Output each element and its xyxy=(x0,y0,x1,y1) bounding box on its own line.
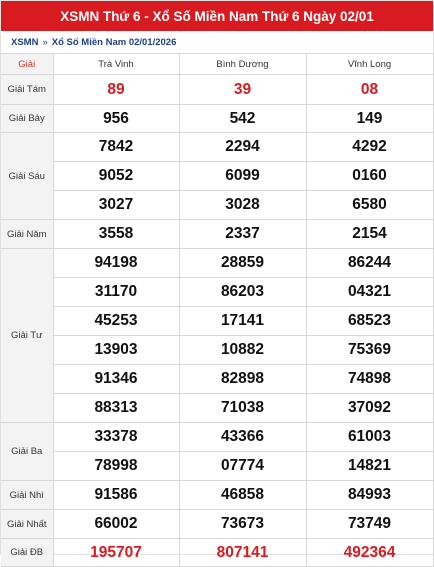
prize-number: 89 xyxy=(53,75,179,105)
prize-number: 91586 xyxy=(53,481,179,510)
prize-number: 3027 xyxy=(53,191,179,220)
prize-number: 88313 xyxy=(53,394,179,423)
prize-number: 78998 xyxy=(53,452,179,481)
breadcrumb-current-link[interactable]: Xổ Số Miền Nam 02/01/2026 xyxy=(51,36,177,48)
prize-label-giai-nhat: Giải Nhất xyxy=(1,510,53,539)
table-row xyxy=(1,510,433,539)
table-row xyxy=(1,278,433,307)
prize-number: 45253 xyxy=(53,307,179,336)
table-row xyxy=(1,105,433,133)
prize-label-giai-nam: Giải Năm xyxy=(1,220,53,249)
prize-number: 39 xyxy=(179,75,306,105)
prize-number: 73749 xyxy=(306,510,433,539)
prize-number: 43366 xyxy=(179,423,306,452)
province-header-binh-duong: Bình Dương xyxy=(179,54,306,75)
prize-number: 3558 xyxy=(53,220,179,249)
prize-number: 10882 xyxy=(179,336,306,365)
prize-number: 4292 xyxy=(306,133,433,162)
breadcrumb-home-link[interactable]: XSMN xyxy=(11,36,39,48)
table-row xyxy=(1,162,433,191)
results-table xyxy=(1,54,434,567)
table-row xyxy=(1,365,433,394)
prize-number: 13903 xyxy=(53,336,179,365)
prize-column-header: Giải xyxy=(1,54,53,75)
prize-label-giai-tu: Giải Tư xyxy=(1,249,53,423)
prize-number: 86203 xyxy=(179,278,306,307)
table-row xyxy=(1,75,433,105)
prize-number: 2337 xyxy=(179,220,306,249)
prize-number: 73673 xyxy=(179,510,306,539)
table-header-row xyxy=(1,54,433,75)
table-row xyxy=(1,133,433,162)
table-row xyxy=(1,452,433,481)
prize-number: 07774 xyxy=(179,452,306,481)
prize-number: 6580 xyxy=(306,191,433,220)
prize-number: 2294 xyxy=(179,133,306,162)
prize-number: 68523 xyxy=(306,307,433,336)
table-row xyxy=(1,220,433,249)
prize-number: 08 xyxy=(306,75,433,105)
prize-number: 82898 xyxy=(179,365,306,394)
prize-label-giai-dac-biet: Giải ĐB xyxy=(1,539,53,567)
prize-number: 84993 xyxy=(306,481,433,510)
prize-number: 91346 xyxy=(53,365,179,394)
prize-label-giai-bay: Giải Bảy xyxy=(1,105,53,133)
prize-number: 31170 xyxy=(53,278,179,307)
prize-number: 75369 xyxy=(306,336,433,365)
table-row xyxy=(1,423,433,452)
prize-number: 2154 xyxy=(306,220,433,249)
prize-number: 17141 xyxy=(179,307,306,336)
table-row xyxy=(1,394,433,423)
prize-number: 3028 xyxy=(179,191,306,220)
prize-number: 46858 xyxy=(179,481,306,510)
prize-label-giai-sau: Giải Sáu xyxy=(1,133,53,220)
special-prize-number: 195707 xyxy=(53,539,179,567)
prize-number: 149 xyxy=(306,105,433,133)
table-row xyxy=(1,307,433,336)
prize-label-giai-nhi: Giải Nhì xyxy=(1,481,53,510)
prize-number: 14821 xyxy=(306,452,433,481)
prize-number: 6099 xyxy=(179,162,306,191)
prize-number: 61003 xyxy=(306,423,433,452)
prize-number: 04321 xyxy=(306,278,433,307)
prize-number: 542 xyxy=(179,105,306,133)
page-title: XSMN Thứ 6 - Xổ Số Miền Nam Thứ 6 Ngày 02/01 xyxy=(1,1,433,31)
prize-number: 37092 xyxy=(306,394,433,423)
breadcrumb-separator: » xyxy=(42,36,48,48)
province-header-tra-vinh: Trà Vinh xyxy=(53,54,179,75)
prize-number: 74898 xyxy=(306,365,433,394)
prize-label-giai-ba: Giải Ba xyxy=(1,423,53,481)
prize-number: 86244 xyxy=(306,249,433,278)
table-row xyxy=(1,191,433,220)
table-row xyxy=(1,481,433,510)
province-header-vinh-long: Vĩnh Long xyxy=(306,54,433,75)
table-row xyxy=(1,336,433,365)
prize-number: 33378 xyxy=(53,423,179,452)
prize-number: 28859 xyxy=(179,249,306,278)
special-prize-number: 807141 xyxy=(179,539,306,567)
prize-number: 956 xyxy=(53,105,179,133)
prize-number: 0160 xyxy=(306,162,433,191)
table-row xyxy=(1,249,433,278)
breadcrumb xyxy=(1,31,433,54)
prize-number: 94198 xyxy=(53,249,179,278)
special-prize-number: 492364 xyxy=(306,539,433,567)
table-row xyxy=(1,539,433,567)
prize-number: 66002 xyxy=(53,510,179,539)
prize-number: 7842 xyxy=(53,133,179,162)
prize-label-giai-tam: Giải Tám xyxy=(1,75,53,105)
prize-number: 71038 xyxy=(179,394,306,423)
prize-number: 9052 xyxy=(53,162,179,191)
